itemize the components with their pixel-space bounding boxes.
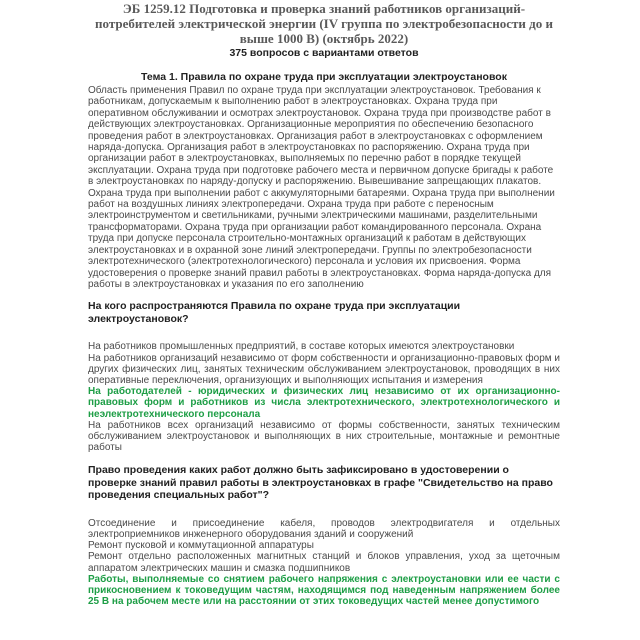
answer-option: На работников организаций независимо от форм собственности и организационно-правовых форм и других физических лиц, занятых техническим обслуживанием электроустановок, проводящих в них оперативные переключения, организующих и выполняющих испытания и измерения [88, 352, 560, 386]
answer-option: Ремонт пусковой и коммутационной аппаратуры [88, 540, 314, 552]
correct-answer: На работодателей - юридических и физических лиц независимо от их организационно-правовых форм и работников из числа электротехнического, электротехнологического и неэлектротехнического персонала [88, 386, 560, 420]
answer-option: На работников всех организаций независимо от формы собственности, занятых техническим обслуживанием электроустановок и выполняющих в них строительные, монтажные и ремонтные работы [88, 419, 560, 454]
question-1: На кого распространяются Правила по охране труда при эксплуатации электроустановок? [88, 300, 461, 325]
topic-heading: Тема 1. Правила по охране труда при эксплуатации электроустановок [141, 71, 507, 83]
answer-option: На работников промышленных предприятий, в составе которых имеются электроустановки [88, 341, 515, 353]
answer-list-1 [88, 341, 560, 453]
document-subtitle: 375 вопросов с вариантами ответов [229, 47, 419, 59]
correct-answer: Работы, выполняемые со снятием рабочего напряжения с электроустановки или ее части с прикосновением к токоведущим частям, находящимся под наведенным напряжением более 25 В на рабочем месте или на расстоянии от этих токоведущих частей менее допустимого [88, 573, 560, 608]
question-2: Право проведения каких работ должно быть зафиксировано в удостоверении о проверке знаний правил работы в электроустановках в графе "Свидетельство на право проведения специальных работ"? [88, 464, 553, 502]
answer-list-2 [88, 518, 560, 608]
topic-scope-text: Область применения Правил по охране труда при эксплуатации электроустановок. Требования к работникам, допускаемым к выполнению работ в электроустановках. Охрана труда при оперативном обслуживании и осмотрах электроустановок. Охрана труда при производстве работ в действующих электроустановках. Организационные мероприятия по обеспечению безопасного проведения работ в электроустановках. Организация работ в электроустановках с оформлением наряда-допуска. Организация работ в электроустановках по распоряжению. Охрана труда при организации работ в электроустановках, выполняемых по перечню работ в порядке текущей эксплуатации. Охрана труда при подготовке рабочего места и первичном допуске бригады к работе в электроустановках по наряду-допуску и распоряжению. Вывешивание запрещающих плакатов. Охрана труда при выполнении работ с аккумуляторными батареями. Охрана труда при выполнении работ на воздушных линиях электропередачи. Охрана труда при работе с переносным электроинструментом и светильниками, ручными электрическими машинами, разделительными трансформаторами. Охрана труда при организации работ командированного персонала. Охрана труда при допуске персонала строительно-монтажных организаций к работам в действующих электроустановках и в охранной зоне линий электропередачи. Группы по электробезопасности электротехнического (электротехнологического) персонала и условия их присвоения. Форма удостоверения о проверке знаний правил работы в электроустановках. Форма наряда-допуска для работы в электроустановках и указания по его заполнению [88, 85, 555, 290]
answer-option: Ремонт отдельно расположенных магнитных станций и блоков управления, уход за щеточным аппаратом электрических машин и смазка подшипников [88, 551, 560, 574]
document-page [88, 0, 560, 640]
document-title: ЭБ 1259.12 Подготовка и проверка знаний работников организаций-потребителей электрической энергии (IV группа по электробезопасности до и выше 1000 В) (октябрь 2022) [95, 1, 553, 46]
answer-option: Отсоединение и присоединение кабеля, проводов электродвигателя и отдельных электроприемников инженерного оборудования зданий и сооружений [88, 517, 560, 541]
